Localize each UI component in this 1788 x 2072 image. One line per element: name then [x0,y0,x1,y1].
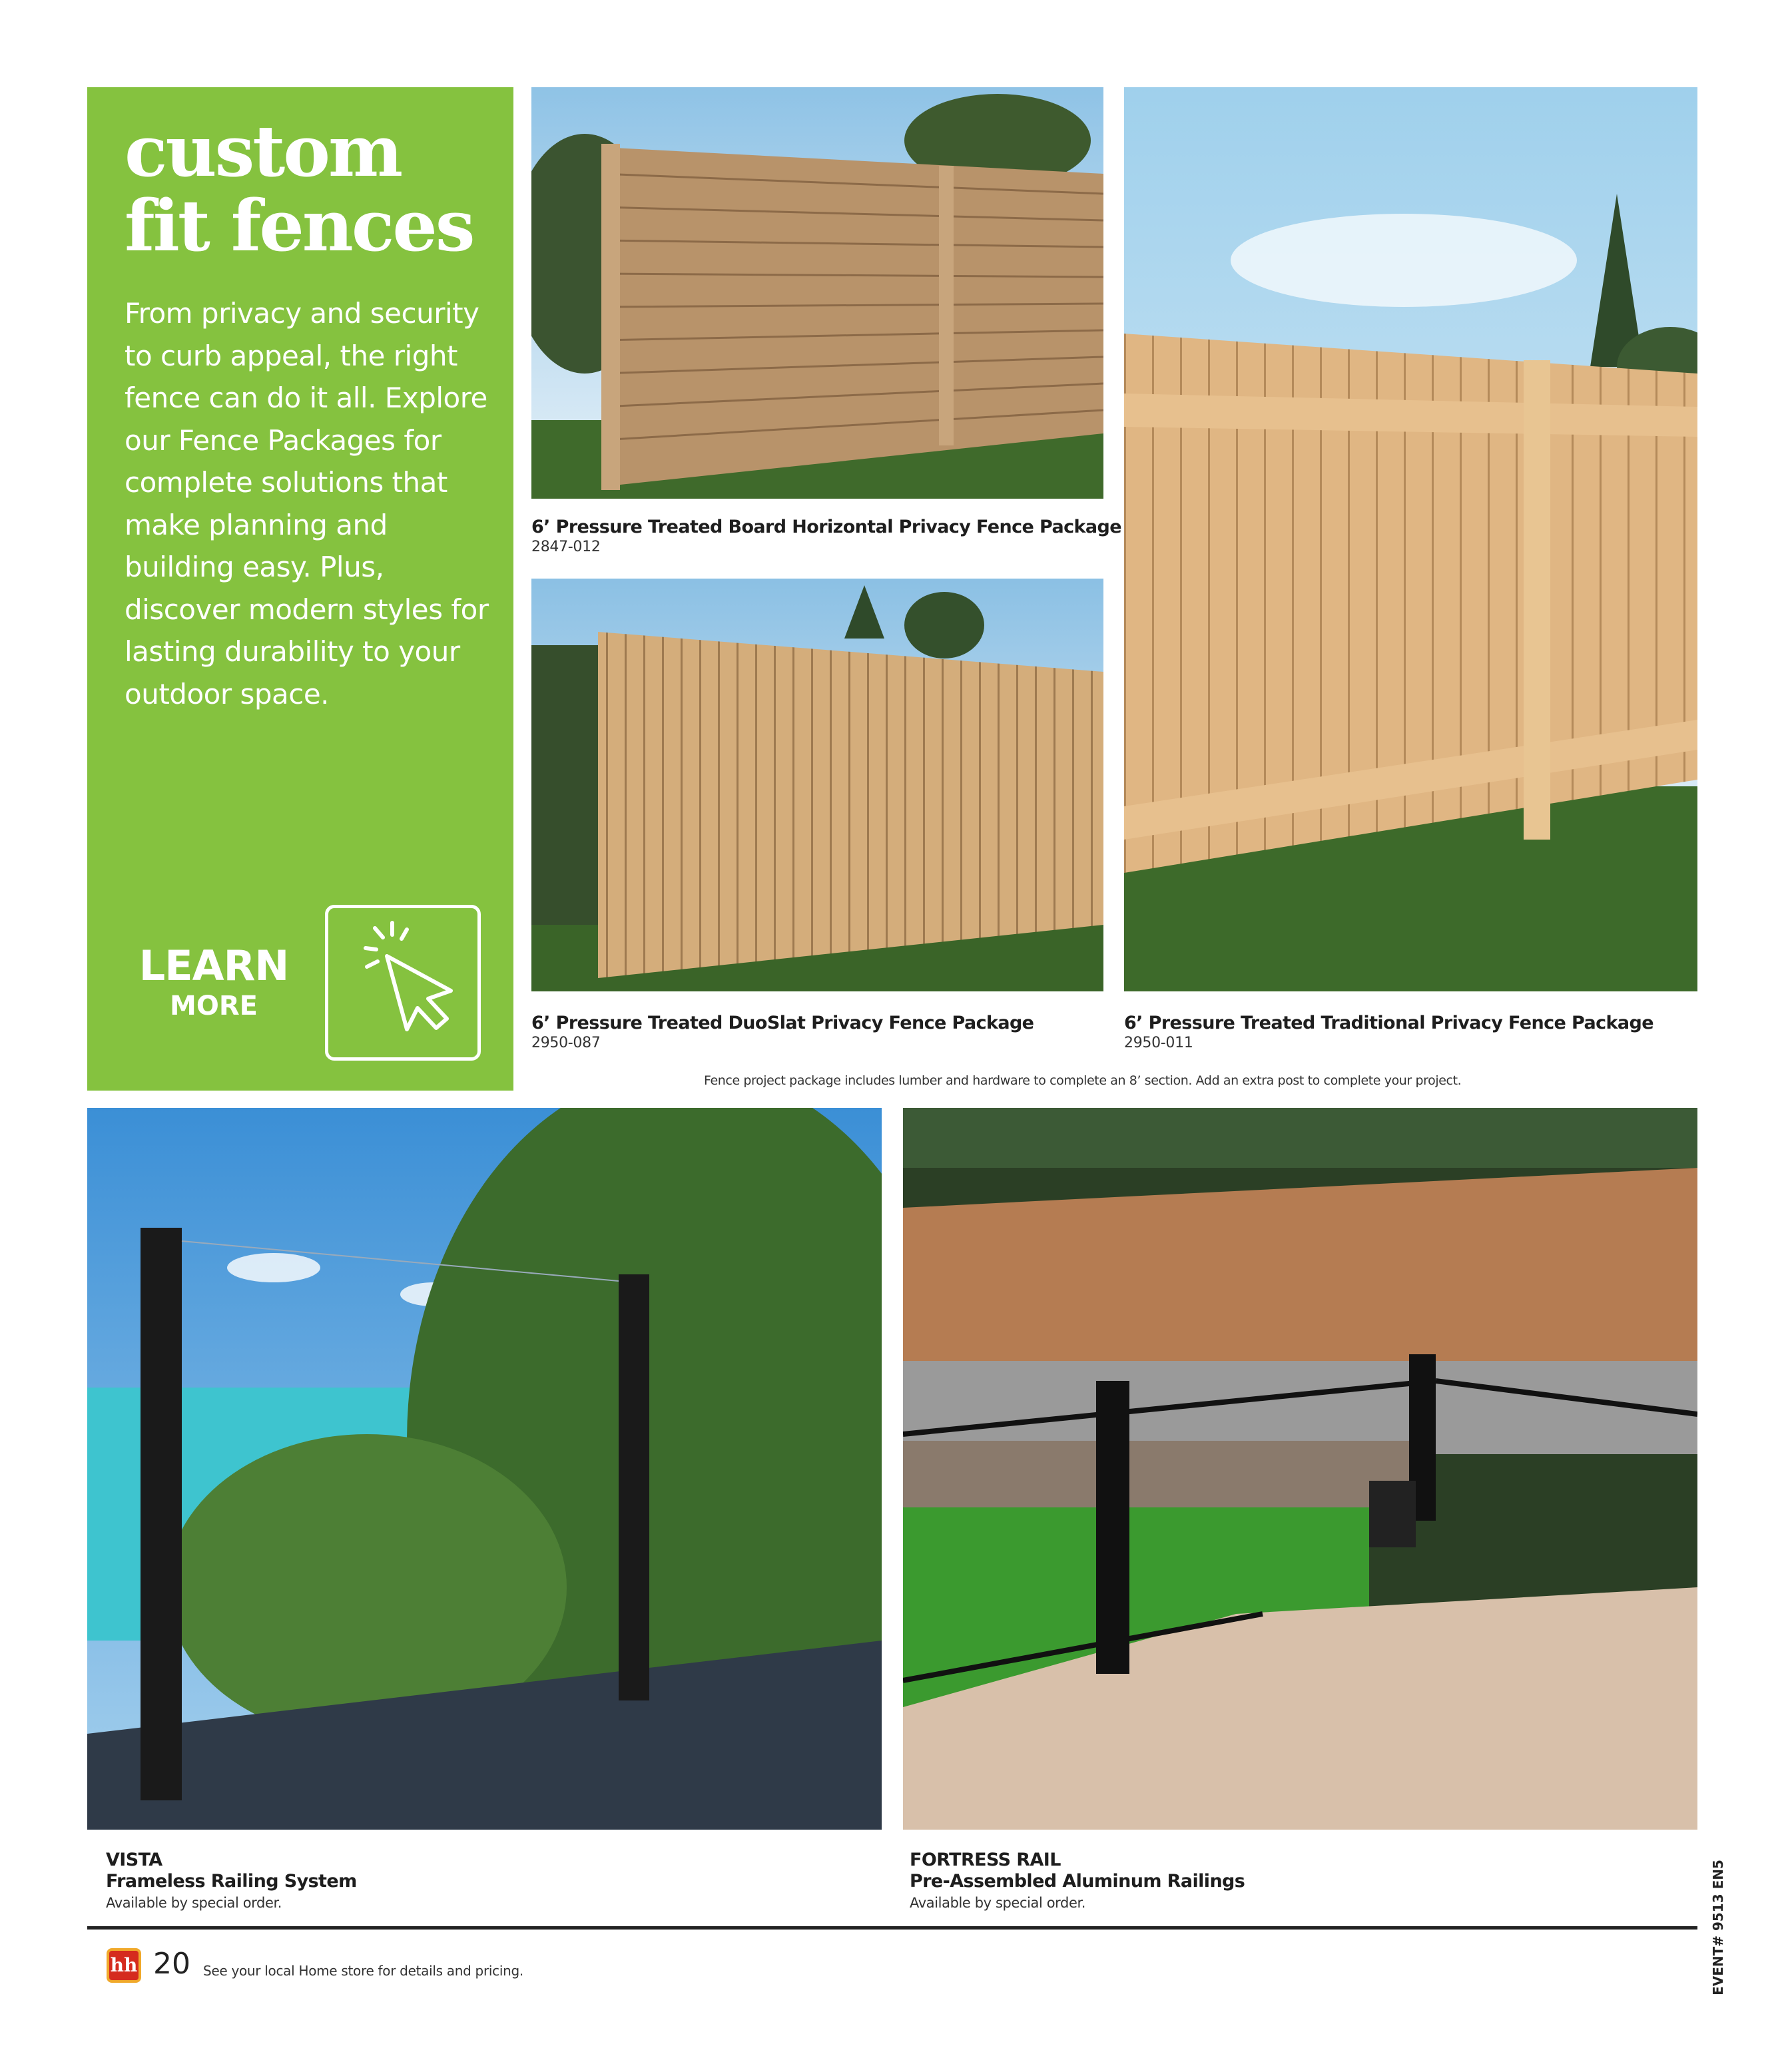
glass-railing-lake-view-photo [87,1108,882,1830]
learn-more-button[interactable] [325,905,481,1061]
title-line-2: fit fences [125,184,473,267]
title-line-1: custom [125,109,402,192]
logo-glyph: hh [109,1951,139,1980]
footer-note: See your local Home store for details and pricing. [203,1963,523,1979]
learn-label: LEARN [139,941,289,990]
railing-brand: FORTRESS RAIL [910,1850,1061,1870]
railing-availability: Available by special order. [910,1895,1086,1911]
promo-panel [87,87,513,1091]
duoslat-fence-photo [531,579,1103,991]
learn-more-link[interactable] [127,943,300,1023]
railing-name: Pre-Assembled Aluminum Railings [910,1871,1245,1892]
product-sku: 2950-011 [1124,1035,1193,1051]
page-number: 20 [153,1947,190,1981]
product-sku: 2950-087 [531,1035,601,1051]
fence-package-note: Fence project package includes lumber and hardware to complete an 8’ section. Add an extra post to complete your project. [704,1073,1462,1088]
footer-divider [87,1926,1697,1930]
railing-name: Frameless Railing System [106,1871,357,1892]
product-title: 6’ Pressure Treated Board Horizontal Privacy Fence Package [531,517,1121,537]
railing-availability: Available by special order. [106,1895,282,1911]
click-cursor-icon [328,908,477,1057]
traditional-fence-photo [1124,87,1697,991]
home-hardware-logo [107,1948,141,1983]
event-code [1705,1858,1731,1997]
page-title [125,109,511,267]
promo-body-text: From privacy and security to curb appeal, the right fence can do it all. Explore our Fence Packages for complete solutions that make planning and building easy. Plus, discover modern styles for lasting durability to your outdoor space. [125,297,489,710]
railing-brand: VISTA [106,1850,162,1870]
product-title: 6’ Pressure Treated DuoSlat Privacy Fence Package [531,1013,1034,1033]
aluminum-railing-deck-photo [903,1108,1697,1830]
product-title: 6’ Pressure Treated Traditional Privacy Fence Package [1124,1013,1653,1033]
product-sku: 2847-012 [531,539,601,555]
horizontal-board-fence-photo [531,87,1103,499]
more-label: MORE [170,991,258,1021]
event-code-text: EVENT# 9513 EN5 [1710,1860,1726,1995]
